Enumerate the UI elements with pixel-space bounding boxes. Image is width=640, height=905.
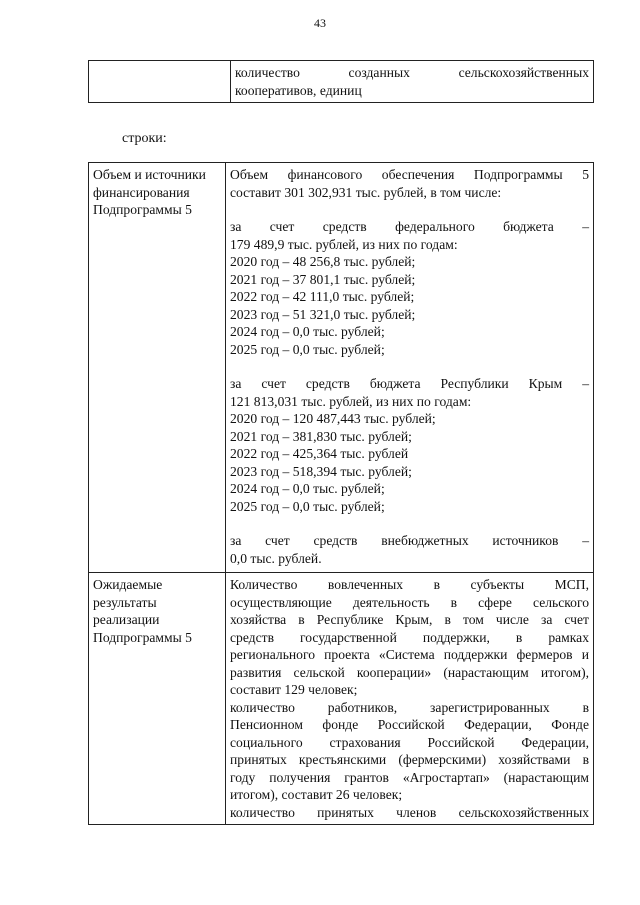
text-line: хозяйства в Республике Крым, в том числе за счет: [230, 612, 589, 627]
table-row-results: [89, 573, 594, 825]
table-row-financing: [89, 163, 594, 573]
text-line: регионального проекта «Система поддержки фермеров и: [230, 647, 589, 662]
label-line: Подпрограммы 5: [93, 202, 192, 217]
text-line: количество принятых членов сельскохозяйственных: [230, 804, 589, 820]
text-line: социального страхования Российской Федерации,: [230, 734, 589, 750]
label-line: результаты: [93, 594, 157, 610]
year-line: 2023 год – 518,394 тыс. рублей;: [230, 463, 412, 479]
text-line: Объем финансового обеспечения Подпрограммы 5: [230, 167, 589, 182]
label-line: Ожидаемые: [93, 577, 163, 592]
page-number: 43: [314, 16, 326, 30]
year-line: 2025 год – 0,0 тыс. рублей;: [230, 498, 385, 514]
financing-label-cell: [89, 163, 226, 573]
text-line: году получения грантов «Агростартап» (нарастающим: [230, 769, 589, 785]
text-line: за счет средств бюджета Республики Крым –: [230, 376, 589, 391]
label-line: Подпрограммы 5: [93, 629, 192, 645]
financing-value-cell: [226, 163, 594, 573]
text-line: составит 129 человек;: [230, 682, 358, 697]
text-line: количество созданных сельскохозяйственных: [235, 65, 589, 80]
top-table-value-cell: [231, 61, 594, 103]
year-line: 2021 год – 381,830 тыс. рублей;: [230, 428, 412, 444]
table-row: [89, 61, 594, 103]
text-line: за счет средств внебюджетных источников –: [230, 533, 589, 548]
text-line: составит 301 302,931 тыс. рублей, в том числе:: [230, 184, 502, 200]
year-line: 2022 год – 42 111,0 тыс. рублей;: [230, 289, 415, 304]
text-line: кооперативов, единиц: [235, 82, 362, 98]
text-line: развития сельской кооперации» (нарастающим итогом),: [230, 664, 589, 680]
label-line: реализации: [93, 612, 160, 627]
results-value-cell: [226, 573, 594, 825]
text-line: осуществляющие деятельность в сфере сельского: [230, 594, 589, 610]
year-line: 2020 год – 120 487,443 тыс. рублей;: [230, 411, 436, 426]
text-line: принятых крестьянскими (фермерскими) хозяйствами в: [230, 752, 589, 767]
year-line: 2021 год – 37 801,1 тыс. рублей;: [230, 271, 416, 287]
year-line: 2024 год – 0,0 тыс. рублей;: [230, 481, 385, 496]
results-label-cell: [89, 573, 226, 825]
text-line: итогом), составит 26 человек;: [230, 787, 403, 802]
label-line: Объем и источники: [93, 167, 206, 182]
passport-table: [88, 162, 594, 825]
text-line: Пенсионном фонде Российской Федерации, Фонде: [230, 717, 589, 732]
label-line: финансирования: [93, 184, 190, 200]
text-line: 0,0 тыс. рублей.: [230, 550, 322, 566]
year-line: 2023 год – 51 321,0 тыс. рублей;: [230, 306, 416, 322]
year-line: 2025 год – 0,0 тыс. рублей;: [230, 341, 385, 357]
top-table-label-cell: [89, 61, 231, 103]
text-line: 121 813,031 тыс. рублей, из них по годам:: [230, 393, 472, 409]
text-line: количество работников, зарегистрированных в: [230, 699, 589, 715]
text-line: средств государственной поддержки, в рамках: [230, 629, 589, 645]
top-table: [88, 60, 594, 103]
rows-label: строки:: [122, 131, 167, 146]
text-line: Количество вовлеченных в субъекты МСП,: [230, 577, 589, 592]
year-line: 2020 год – 48 256,8 тыс. рублей;: [230, 254, 416, 269]
text-line: 179 489,9 тыс. рублей, из них по годам:: [230, 236, 458, 252]
text-line: за счет средств федерального бюджета –: [230, 219, 589, 234]
year-line: 2024 год – 0,0 тыс. рублей;: [230, 324, 385, 339]
year-line: 2022 год – 425,364 тыс. рублей: [230, 446, 409, 461]
